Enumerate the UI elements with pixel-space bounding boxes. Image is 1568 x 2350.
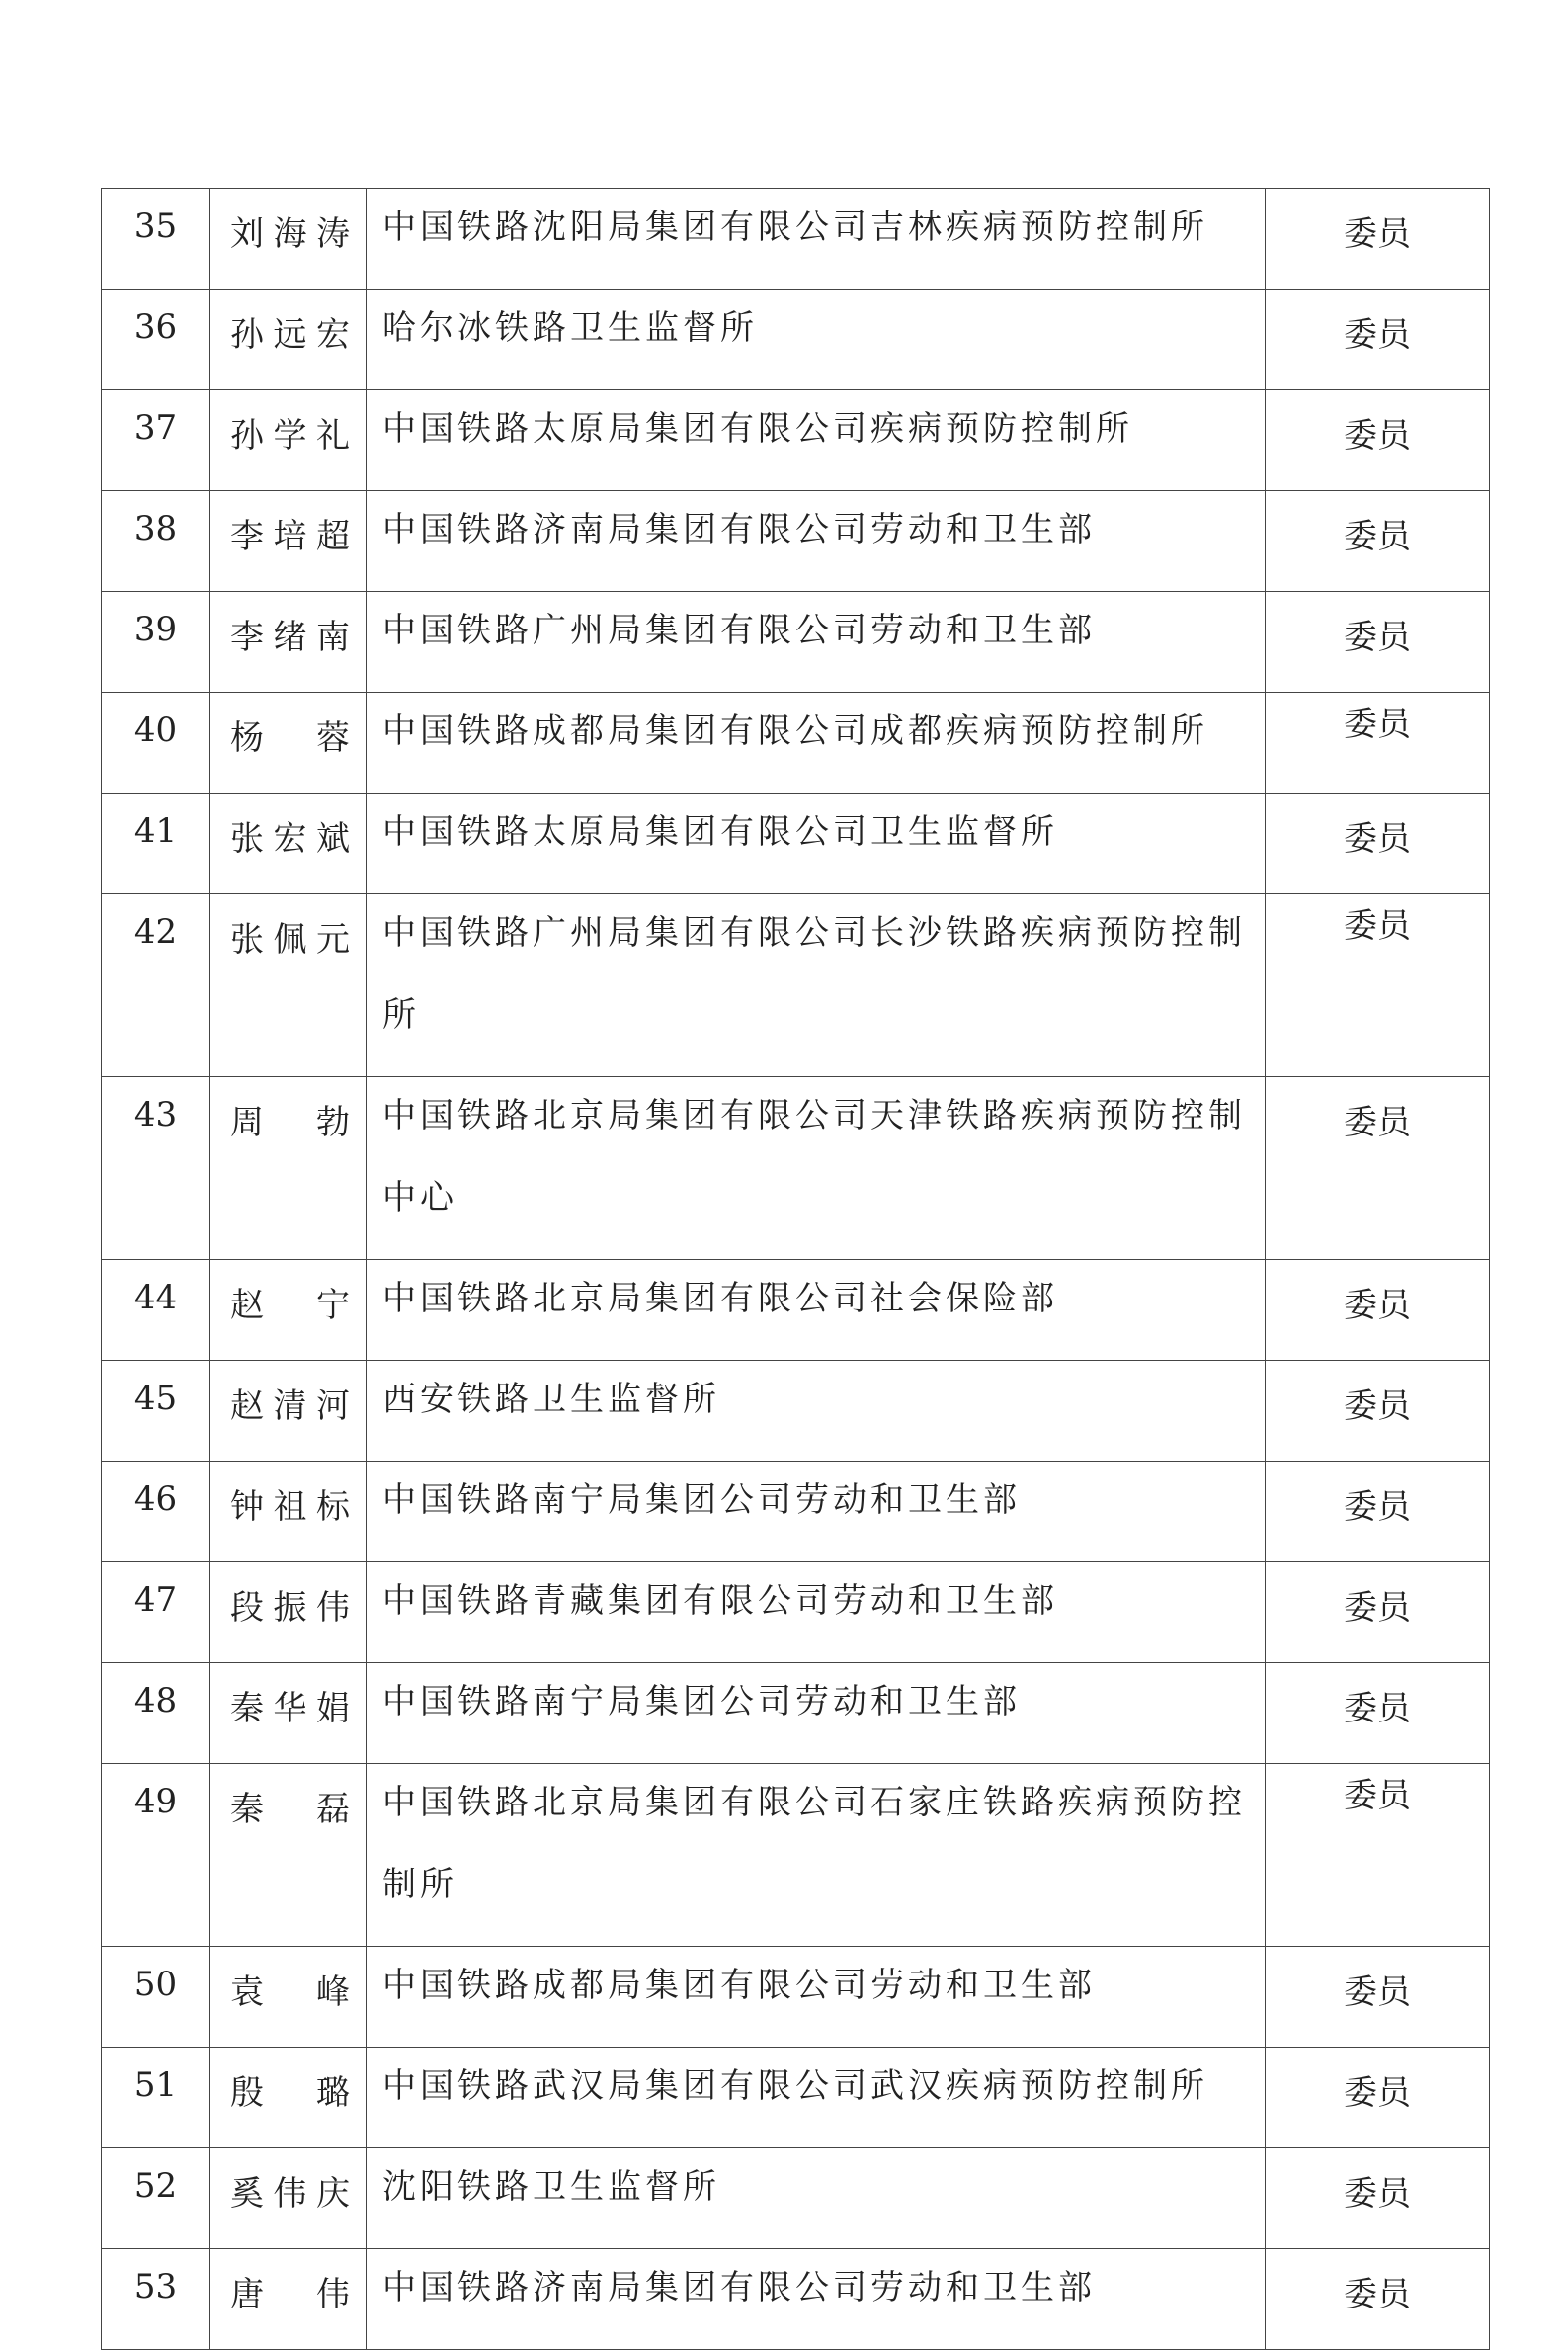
table-row xyxy=(102,1462,1490,1562)
member-name: 袁峰 xyxy=(210,1947,367,2048)
row-number: 51 xyxy=(102,2048,210,2148)
member-role: 委员 xyxy=(1266,491,1490,592)
member-name: 殷璐 xyxy=(210,2048,367,2148)
row-number: 38 xyxy=(102,491,210,592)
row-number: 41 xyxy=(102,794,210,894)
row-number: 50 xyxy=(102,1947,210,2048)
row-number: 39 xyxy=(102,592,210,693)
member-role: 委员 xyxy=(1266,1361,1490,1462)
member-name: 赵清河 xyxy=(210,1361,367,1462)
member-organization: 西安铁路卫生监督所 xyxy=(367,1361,1266,1462)
member-role: 委员 xyxy=(1266,1462,1490,1562)
member-organization: 中国铁路沈阳局集团有限公司吉林疾病预防控制所 xyxy=(367,189,1266,290)
member-role: 委员 xyxy=(1266,693,1490,794)
member-name: 钟祖标 xyxy=(210,1462,367,1562)
member-name: 唐伟 xyxy=(210,2249,367,2350)
row-number: 37 xyxy=(102,390,210,491)
row-number: 48 xyxy=(102,1663,210,1764)
table-row xyxy=(102,1361,1490,1462)
member-role: 委员 xyxy=(1266,2048,1490,2148)
row-number: 44 xyxy=(102,1260,210,1361)
row-number: 47 xyxy=(102,1562,210,1663)
table-row xyxy=(102,2048,1490,2148)
table-row xyxy=(102,693,1490,794)
member-name: 李培超 xyxy=(210,491,367,592)
member-role: 委员 xyxy=(1266,1077,1490,1260)
table-row xyxy=(102,592,1490,693)
member-name: 张佩元 xyxy=(210,894,367,1077)
member-name: 刘海涛 xyxy=(210,189,367,290)
member-name: 秦磊 xyxy=(210,1764,367,1947)
member-organization: 中国铁路广州局集团有限公司长沙铁路疾病预防控制所 xyxy=(367,894,1266,1077)
member-role: 委员 xyxy=(1266,1562,1490,1663)
member-role: 委员 xyxy=(1266,2249,1490,2350)
member-organization: 中国铁路武汉局集团有限公司武汉疾病预防控制所 xyxy=(367,2048,1266,2148)
table-row xyxy=(102,390,1490,491)
table-row xyxy=(102,2249,1490,2350)
member-name: 张宏斌 xyxy=(210,794,367,894)
row-number: 43 xyxy=(102,1077,210,1260)
member-role: 委员 xyxy=(1266,290,1490,390)
table-row xyxy=(102,1764,1490,1947)
table-row xyxy=(102,1260,1490,1361)
row-number: 40 xyxy=(102,693,210,794)
row-number: 36 xyxy=(102,290,210,390)
member-name: 孙远宏 xyxy=(210,290,367,390)
member-organization: 中国铁路南宁局集团公司劳动和卫生部 xyxy=(367,1462,1266,1562)
member-name: 段振伟 xyxy=(210,1562,367,1663)
row-number: 52 xyxy=(102,2148,210,2249)
member-name: 奚伟庆 xyxy=(210,2148,367,2249)
member-name: 赵宁 xyxy=(210,1260,367,1361)
row-number: 45 xyxy=(102,1361,210,1462)
member-role: 委员 xyxy=(1266,2148,1490,2249)
member-name: 周勃 xyxy=(210,1077,367,1260)
member-organization: 中国铁路北京局集团有限公司社会保险部 xyxy=(367,1260,1266,1361)
row-number: 42 xyxy=(102,894,210,1077)
member-organization: 中国铁路成都局集团有限公司劳动和卫生部 xyxy=(367,1947,1266,2048)
table-row xyxy=(102,1077,1490,1260)
member-organization: 中国铁路北京局集团有限公司石家庄铁路疾病预防控制所 xyxy=(367,1764,1266,1947)
member-organization: 中国铁路太原局集团有限公司卫生监督所 xyxy=(367,794,1266,894)
row-number: 35 xyxy=(102,189,210,290)
table-row xyxy=(102,2148,1490,2249)
table-row xyxy=(102,794,1490,894)
member-organization: 中国铁路济南局集团有限公司劳动和卫生部 xyxy=(367,2249,1266,2350)
member-organization: 哈尔冰铁路卫生监督所 xyxy=(367,290,1266,390)
member-organization: 中国铁路太原局集团有限公司疾病预防控制所 xyxy=(367,390,1266,491)
member-role: 委员 xyxy=(1266,894,1490,1077)
member-organization: 中国铁路北京局集团有限公司天津铁路疾病预防控制中心 xyxy=(367,1077,1266,1260)
member-organization: 中国铁路青藏集团有限公司劳动和卫生部 xyxy=(367,1562,1266,1663)
member-role: 委员 xyxy=(1266,1764,1490,1947)
table-row xyxy=(102,1562,1490,1663)
member-role: 委员 xyxy=(1266,189,1490,290)
row-number: 49 xyxy=(102,1764,210,1947)
member-role: 委员 xyxy=(1266,1947,1490,2048)
member-role: 委员 xyxy=(1266,592,1490,693)
member-role: 委员 xyxy=(1266,390,1490,491)
member-organization: 中国铁路济南局集团有限公司劳动和卫生部 xyxy=(367,491,1266,592)
member-role: 委员 xyxy=(1266,1663,1490,1764)
table-row xyxy=(102,1663,1490,1764)
table-row xyxy=(102,1947,1490,2048)
row-number: 46 xyxy=(102,1462,210,1562)
table-row xyxy=(102,491,1490,592)
row-number: 53 xyxy=(102,2249,210,2350)
member-role: 委员 xyxy=(1266,794,1490,894)
member-organization: 中国铁路南宁局集团公司劳动和卫生部 xyxy=(367,1663,1266,1764)
table-row xyxy=(102,290,1490,390)
member-organization: 沈阳铁路卫生监督所 xyxy=(367,2148,1266,2249)
member-name: 李绪南 xyxy=(210,592,367,693)
member-organization: 中国铁路成都局集团有限公司成都疾病预防控制所 xyxy=(367,693,1266,794)
member-organization: 中国铁路广州局集团有限公司劳动和卫生部 xyxy=(367,592,1266,693)
table-row xyxy=(102,189,1490,290)
member-name: 孙学礼 xyxy=(210,390,367,491)
member-table xyxy=(101,188,1490,2350)
member-name: 杨蓉 xyxy=(210,693,367,794)
member-name: 秦华娟 xyxy=(210,1663,367,1764)
member-role: 委员 xyxy=(1266,1260,1490,1361)
table-row xyxy=(102,894,1490,1077)
